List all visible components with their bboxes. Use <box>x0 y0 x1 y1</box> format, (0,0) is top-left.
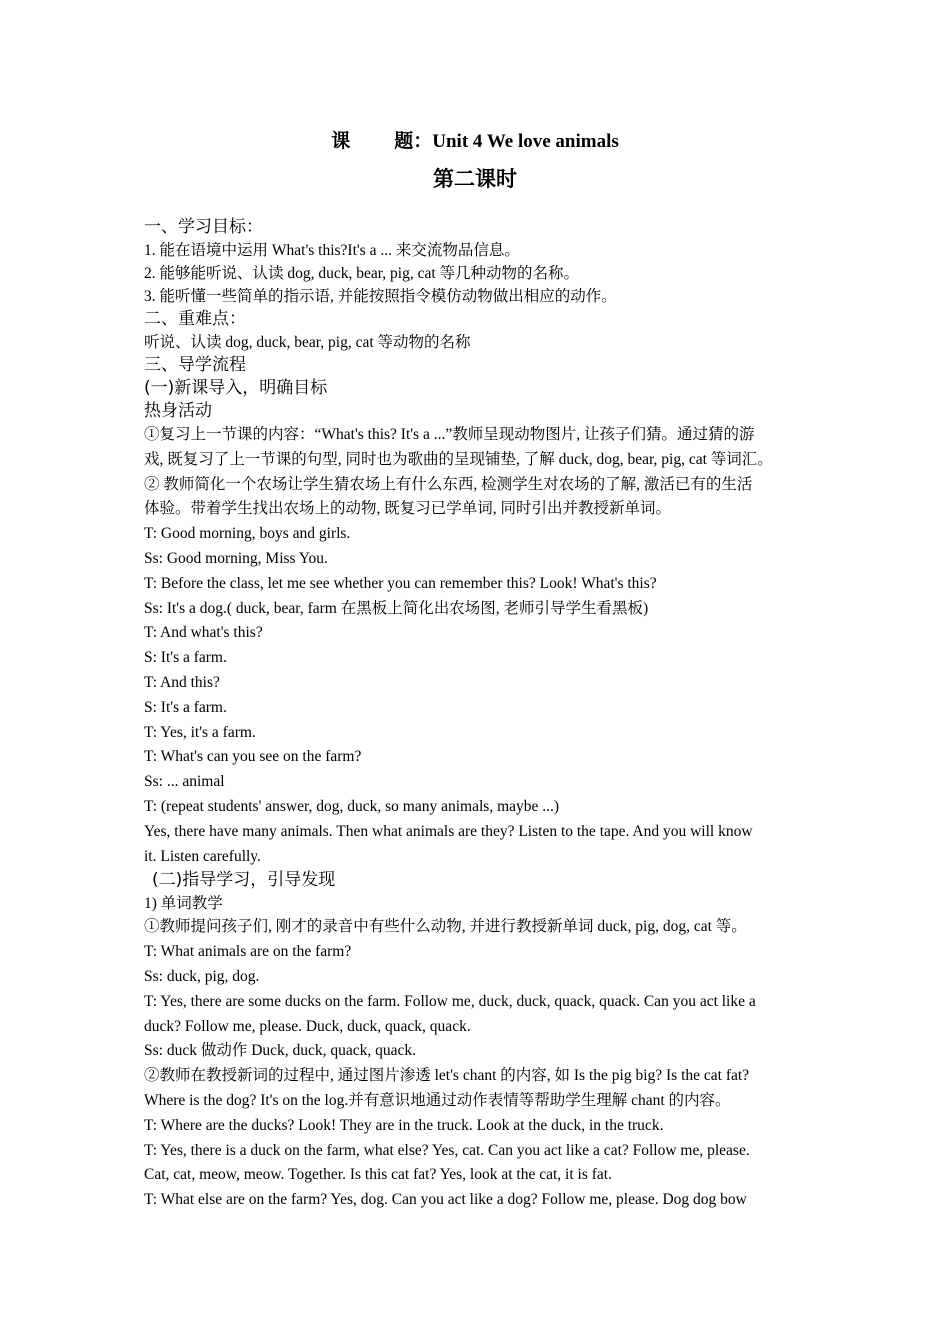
lesson-title <box>0 126 950 157</box>
document-body <box>144 216 814 1213</box>
dialogue-line: T: Where are the ducks? Look! They are in the truck. Look at the duck, in the truck. <box>144 1116 664 1134</box>
paragraph-line: ①教师提问孩子们, 刚才的录音中有些什么动物, 并进行教授新单词 duck, pig, dog, cat 等。 <box>144 918 747 936</box>
dialogue-line: it. Listen carefully. <box>144 847 261 865</box>
dialogue-line: T: What animals are on the farm? <box>144 943 352 961</box>
dialogue-line: T: And this? <box>144 673 220 691</box>
lesson-subtitle: 第二课时 <box>433 167 517 191</box>
dialogue-line: T: Yes, there are some ducks on the farm. Follow me, duck, duck, quack, quack. Can you act like a <box>144 992 756 1010</box>
dialogue-line: Ss: Good morning, Miss You. <box>144 549 328 567</box>
dialogue-line: Ss: duck 做动作 Duck, duck, quack, quack. <box>144 1042 417 1060</box>
dialogue-line: S: It's a farm. <box>144 698 227 716</box>
paragraph-line: ②教师在教授新词的过程中, 通过图片渗透 let's chant 的内容, 如 Is the pig big? Is the cat fat? <box>144 1067 750 1085</box>
section-heading: (一)新课导入，明确目标 <box>144 378 328 398</box>
paragraph-line: 1. 能在语境中运用 What's this?It's a ... 来交流物品信息。 <box>144 242 520 259</box>
title-prefix-ke: 课 <box>331 130 351 152</box>
dialogue-line: Cat, cat, meow, meow. Together. Is this cat fat? Yes, look at the cat, it is fat. <box>144 1166 612 1184</box>
section-heading: 一、学习目标： <box>144 217 263 237</box>
title-prefix-ti: 题： <box>394 130 433 152</box>
section-heading: 热身活动 <box>144 401 212 421</box>
dialogue-line: T: Before the class, let me see whether you can remember this? Look! What's this? <box>144 574 657 592</box>
dialogue-line: T: What else are on the farm? Yes, dog. Can you act like a dog? Follow me, please. Dog dog bow <box>144 1191 747 1209</box>
dialogue-line: Ss: It's a dog.( duck, bear, farm 在黑板上简化出农场图, 老师引导学生看黑板) <box>144 599 649 617</box>
paragraph-line: 戏, 既复习了上一节课的句型, 同时也为歌曲的呈现铺垫, 了解 duck, dog, bear, pig, cat 等词汇。 <box>144 450 773 468</box>
section-heading: 三、导学流程 <box>144 355 246 375</box>
paragraph-line: 听说、认读 dog, duck, bear, pig, cat 等动物的名称 <box>144 334 471 351</box>
dialogue-line: T: And what's this? <box>144 624 263 642</box>
dialogue-line: Ss: ... animal <box>144 773 225 791</box>
paragraph-line: ①复习上一节课的内容：“What's this? It's a ...”教师呈现动物图片, 让孩子们猜。通过猜的游 <box>144 426 755 443</box>
paragraph-line: 3. 能听懂一些简单的指示语, 并能按照指令模仿动物做出相应的动作。 <box>144 288 617 305</box>
paragraph-line: ② 教师简化一个农场让学生猜农场上有什么东西, 检测学生对农场的了解, 激活已有的生活 <box>144 475 753 493</box>
dialogue-line: T: Good morning, boys and girls. <box>144 525 351 543</box>
dialogue-line: S: It's a farm. <box>144 649 227 667</box>
dialogue-line: T: What's can you see on the farm? <box>144 748 362 766</box>
dialogue-line: T: (repeat students' answer, dog, duck, so many animals, maybe ...) <box>144 797 560 815</box>
title-text: Unit 4 We love animals <box>432 131 619 152</box>
paragraph-line: 2. 能够能听说、认读 dog, duck, bear, pig, cat 等几种动物的名称。 <box>144 265 580 282</box>
dialogue-line: Yes, there have many animals. Then what animals are they? Listen to the tape. And you will know <box>144 822 753 840</box>
dialogue-line: T: Yes, it's a farm. <box>144 723 256 741</box>
dialogue-line: duck? Follow me, please. Duck, duck, quack, quack. <box>144 1017 471 1035</box>
section-heading: 二、重难点： <box>144 309 246 329</box>
section-heading: (二)指导学习，引导发现 <box>152 870 336 891</box>
paragraph-line: Where is the dog? It's on the log.并有意识地通过动作表情等帮助学生理解 chant 的内容。 <box>144 1091 731 1109</box>
dialogue-line: T: Yes, there is a duck on the farm, what else? Yes, cat. Can you act like a cat? Follow me, please. <box>144 1141 750 1159</box>
paragraph-line: 体验。带着学生找出农场上的动物, 既复习已学单词, 同时引出并教授新单词。 <box>144 500 672 518</box>
dialogue-line: Ss: duck, pig, dog. <box>144 967 260 985</box>
paragraph-line: 1) 单词教学 <box>144 895 223 913</box>
